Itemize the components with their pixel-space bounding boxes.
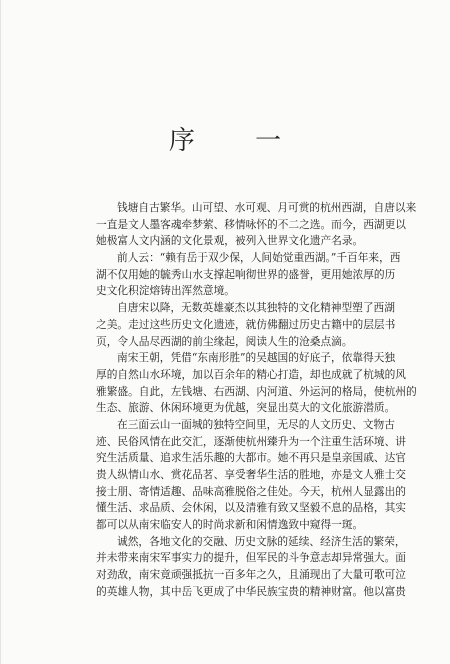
- text-line: 究生活质量、追求生活乐趣的大都市。她不再只是皇亲国戚、达官: [96, 451, 406, 465]
- text-line: 的英雄人物，其中岳飞更成了中华民族宝贵的精神财富。他以富贵: [96, 584, 406, 598]
- text-line: 在三面云山一面城的独特空间里，无尽的人文历史、文物古: [117, 417, 395, 431]
- text-line: 钱塘自古繁华。山可望、水可观、月可赏的杭州西湖，自唐以来: [117, 201, 417, 214]
- text-line: 接士朋、寄情适趣、品味高雅脱俗之佳处。今天，杭州人显露出的: [96, 484, 406, 498]
- text-line: 都可以从南宋临安人的时尚求新和闲情逸致中窥得一斑。: [96, 518, 364, 532]
- text-line: 前人云：“赖有岳于双少保，人间始觉重西湖。”千百年来，西: [117, 251, 401, 265]
- text-line: 并未带来南宋军事实力的提升，但军民的斗争意志却异常强大。面: [96, 551, 406, 565]
- text-line: 生态、旅游、休闲环境更为优越，突显出莫大的文化旅游潜质。: [96, 401, 396, 415]
- text-line: 迹、民俗风情在此交汇，逐渐使杭州臻升为一个注重生活环境、讲: [96, 434, 406, 448]
- text-line: 自唐宋以降，无数英雄豪杰以其独特的文化精神型塑了西湖: [117, 301, 395, 315]
- body-text: [96, 200, 417, 601]
- text-line: 她极富人文内涵的文化景观，被列入世界文化遗产名录。: [96, 234, 364, 248]
- text-line: 史文化积淀熔铸出浑然意境。: [96, 284, 235, 298]
- text-line: 贵人纵情山水、赏花品茗、享受奢华生活的胜地，亦是文人雅士交: [96, 468, 406, 481]
- text-line: 南宋王朝，凭借“东南形胜”的吴越国的好底子，依靠得天独: [117, 351, 396, 365]
- text-line: 一直是文人墨客魂牵梦萦、移情咏怀的不二之选。而今，西湖更以: [96, 217, 406, 231]
- text-line: 诚然，各地文化的交融、历史文脉的延续、经济生活的繁荣，: [117, 534, 406, 548]
- text-line: 厚的自然山水环境，加以百余年的精心打造，却也成就了杭城的风: [96, 367, 406, 381]
- page-title: 序 一: [168, 126, 308, 156]
- text-line: 页，令人品尽西湖的前尘缘起，阅读人生的沧桑点滴。: [96, 334, 353, 348]
- text-line: 懂生活、求品质、会休闲，以及清雅有致又坚毅不息的品格，其实: [96, 501, 406, 515]
- text-line: 湖不仅用她的毓秀山水支撑起响彻世界的盛誉，更用她浓厚的历: [96, 267, 396, 281]
- text-line: 之美。走过这些历史文化遗迹，就仿佛翻过历史古籍中的层层书: [96, 317, 396, 331]
- text-line: 雅繁盛。自此，左钱塘、右西湖、内河道、外运河的格局，使杭州的: [96, 384, 417, 398]
- text-line: 对劲敌，南宋竟顽强抵抗一百多年之久，且涌现出了大量可歌可泣: [96, 568, 406, 582]
